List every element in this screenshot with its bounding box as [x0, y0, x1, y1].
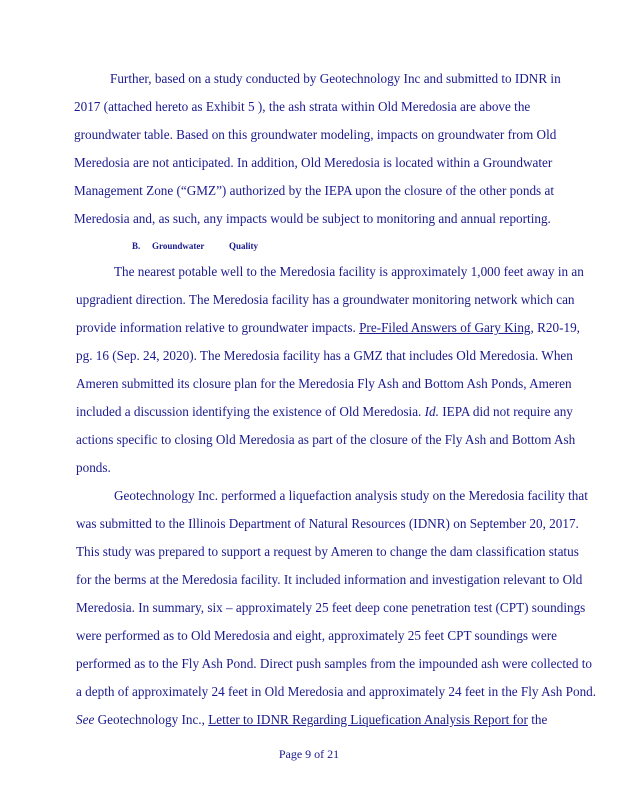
page-number-footer: Page 9 of 21	[278, 747, 340, 761]
paragraph-2-line-7: actions specific to closing Old Meredosia as part of the closure of the Fly Ash and Bottom Ash	[76, 432, 576, 447]
citation-idnr-letter: Letter to IDNR Regarding Liquefication Analysis Report for	[208, 712, 528, 727]
paragraph-1-line-5: Management Zone (“GMZ”) authorized by the IEPA upon the closure of the other ponds at	[74, 183, 554, 198]
citation-id: Id.	[424, 404, 439, 419]
paragraph-3-line-9	[76, 712, 547, 728]
paragraph-3-line-2: was submitted to the Illinois Department of Natural Resources (IDNR) on September 20, 2017.	[76, 516, 579, 531]
paragraph-3-line-3: This study was prepared to support a request by Ameren to change the dam classification status	[76, 544, 579, 559]
paragraph-1-line-2: 2017 (attached hereto as Exhibit 5 ), the ash strata within Old Meredosia are above the	[74, 99, 531, 114]
section-title-quality: Quality	[229, 241, 259, 251]
paragraph-1-line-1: Further, based on a study conducted by Geotechnology Inc and submitted to IDNR in	[110, 71, 561, 86]
paragraph-3-line-8: a depth of approximately 24 feet in Old Meredosia and approximately 24 feet in the Fly Ash Pond.	[76, 684, 597, 699]
paragraph-2-line-6-text: included a discussion identifying the existence of Old Meredosia.	[76, 404, 425, 419]
paragraph-1-line-6: Meredosia and, as such, any impacts would be subject to monitoring and annual reporting.	[74, 211, 551, 226]
paragraph-2-line-6	[76, 404, 573, 420]
paragraph-1-line-3: groundwater table. Based on this groundwater modeling, impacts on groundwater from Old	[74, 127, 557, 142]
paragraph-2-line-3	[76, 320, 580, 336]
paragraph-2-line-8: ponds.	[76, 460, 111, 475]
signal-see: See	[76, 712, 95, 727]
paragraph-3-line-7: performed as to the Fly Ash Pond. Direct push samples from the impounded ash were collected to	[76, 656, 593, 671]
paragraph-2-line-2: upgradient direction. The Meredosia facility has a groundwater monitoring network which can	[76, 292, 575, 307]
paragraph-2-line-6-tail: IEPA did not require any	[438, 404, 573, 419]
paragraph-3-line-1: Geotechnology Inc. performed a liquefaction analysis study on the Meredosia facility that	[114, 488, 588, 503]
paragraph-2-line-3-tail: , R20-19,	[530, 320, 580, 335]
paragraph-3-line-4: for the berms at the Meredosia facility. It included information and investigation relevant to Old	[76, 572, 583, 587]
paragraph-3-line-5: Meredosia. In summary, six – approximately 25 feet deep cone penetration test (CPT) soundings	[76, 600, 586, 615]
paragraph-3-line-6: were performed as to Old Meredosia and eight, approximately 25 feet CPT soundings were	[76, 628, 557, 643]
section-title-groundwater: Groundwater	[152, 241, 205, 251]
paragraph-2-line-4: pg. 16 (Sep. 24, 2020). The Meredosia facility has a GMZ that includes Old Meredosia. When	[76, 348, 573, 363]
paragraph-3-line-9-tail: the	[527, 712, 548, 727]
paragraph-1-line-4: Meredosia are not anticipated. In addition, Old Meredosia is located within a Groundwater	[74, 155, 553, 170]
paragraph-2-line-5: Ameren submitted its closure plan for the Meredosia Fly Ash and Bottom Ash Ponds, Ameren	[76, 376, 572, 391]
paragraph-2-line-1: The nearest potable well to the Meredosia facility is approximately 1,000 feet away in an	[114, 264, 584, 279]
citation-gary-king: Pre-Filed Answers of Gary King	[359, 320, 531, 335]
paragraph-3-line-9-text: Geotechnology Inc.,	[94, 712, 209, 727]
paragraph-2-line-3-text: provide information relative to groundwater impacts.	[76, 320, 360, 335]
section-number: B.	[132, 241, 141, 251]
